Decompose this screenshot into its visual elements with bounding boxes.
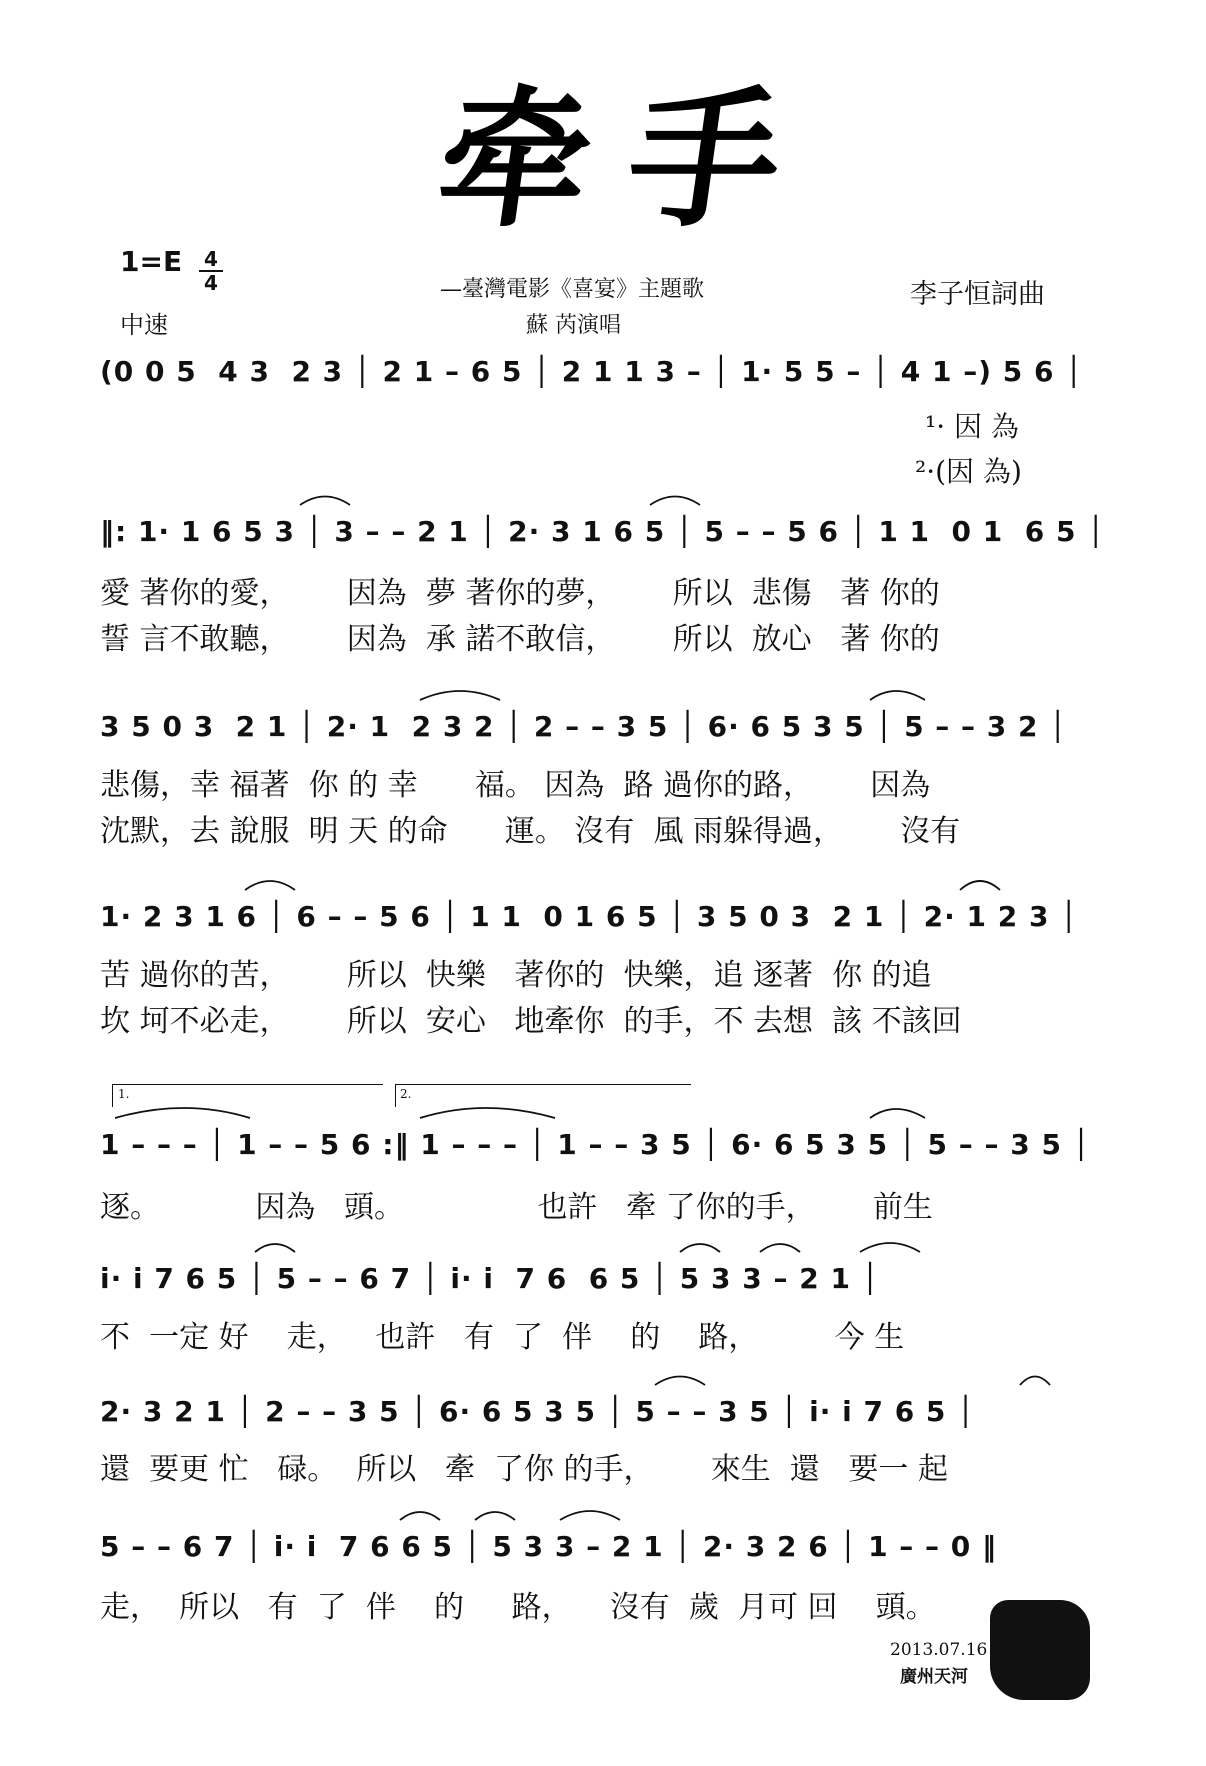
time-signature-top: 4 <box>199 248 223 272</box>
lyric-line-1-verse1: 愛 著你的愛， 因為 夢 著你的夢， 所以 悲傷 著 你的 <box>100 576 940 611</box>
slur-arc <box>245 881 295 890</box>
slur-arc <box>255 1244 295 1252</box>
slur-arc <box>400 1512 440 1520</box>
place-stamp: 廣州天河 <box>900 1667 968 1687</box>
singer-credit: 蘇 芮演唱 <box>526 313 621 338</box>
notation-line-6: 2· 3 2 1 │ 2 – – 3 5 │ 6· 6 5 3 5 │ 5 – – 3 5 │ i· i 7 6 5 │ <box>100 1395 976 1428</box>
title-char-2: 手 <box>617 72 833 248</box>
slur-arc <box>870 1109 925 1118</box>
slur-arc <box>420 691 500 700</box>
volta-label-2: 2. <box>400 1087 412 1101</box>
slur-arc <box>650 497 700 506</box>
notation-line-4: 1 – – – │ 1 – – 5 6 :‖ 1 – – – │ 1 – – 3 5 │ 6· 6 5 3 5 │ 5 – – 3 5 │ <box>100 1128 1091 1161</box>
slur-arc <box>960 881 1000 890</box>
key-signature: 1=E <box>120 245 183 278</box>
lyric-line-1-verse2: 誓 言不敢聽， 因為 承 諾不敢信， 所以 放心 著 你的 <box>100 622 940 657</box>
slur-arc <box>680 1244 720 1252</box>
notation-line-3: 1· 2 3 1 6 │ 6 – – 5 6 │ 1 1 0 1 6 5 │ 3 5 0 3 2 1 │ 2· 1 2 3 │ <box>100 900 1079 933</box>
slur-arc <box>760 1244 800 1252</box>
lyric-line-5: 不 一定 好 走， 也許 有 了 伴 的 路， 今 生 <box>100 1320 905 1355</box>
lyric-line-6: 還 要更 忙 碌。 所以 牽 了你 的手， 來生 還 要一 起 <box>100 1452 948 1487</box>
lyric-line-7: 走， 所以 有 了 伴 的 路， 沒有 歲 月可 回 頭。 <box>100 1590 936 1625</box>
title-char-1: 牵 <box>427 72 643 248</box>
slur-arc <box>420 1108 555 1118</box>
lyric-line-3-verse1: 苦 過你的苦， 所以 快樂 著你的 快樂，追 逐著 你 的追 <box>100 958 932 993</box>
time-signature-bottom: 4 <box>204 271 218 295</box>
lyric-line-2-verse1: 悲傷，幸 福著 你 的 幸 福。 因為 路 過你的路， 因為 <box>100 768 931 803</box>
lyric-line-4: 逐。 因為 頭。 也許 牽 了你的手， 前生 <box>100 1190 933 1225</box>
date-stamp: 2013.07.16 <box>890 1640 988 1660</box>
notation-line-1: ‖: 1· 1 6 5 3 │ 3 – – 2 1 │ 2· 3 1 6 5 │ 5 – – 5 6 │ 1 1 0 1 6 5 │ <box>100 515 1106 548</box>
notation-line-2: 3 5 0 3 2 1 │ 2· 1 2 3 2 │ 2 – – 3 5 │ 6· 6 5 3 5 │ 5 – – 3 2 │ <box>100 710 1068 743</box>
slur-arc <box>870 691 925 700</box>
intro-lyric-verse1: ¹· 因 為 <box>925 410 1019 443</box>
volta-label-1: 1. <box>118 1087 130 1101</box>
seal-stamp-icon <box>990 1600 1090 1700</box>
slur-arc <box>300 497 350 506</box>
slur-arc <box>1020 1377 1050 1386</box>
slur-arc <box>115 1108 250 1118</box>
notation-line-5: i· i 7 6 5 │ 5 – – 6 7 │ i· i 7 6 6 5 │ 5 3 3 – 2 1 │ <box>100 1262 880 1295</box>
intro-lyric-verse2: ²·(因 為) <box>915 455 1022 488</box>
subtitle: —臺灣電影《喜宴》主題歌 <box>440 277 705 302</box>
slur-arc <box>860 1243 920 1252</box>
lyric-line-2-verse2: 沈默，去 說服 明 天 的命 運。 沒有 風 雨躲得過， 沒有 <box>100 814 961 849</box>
composer-credit: 李子恒詞曲 <box>910 279 1045 310</box>
notation-line-7: 5 – – 6 7 │ i· i 7 6 6 5 │ 5 3 3 – 2 1 │ 2· 3 2 6 │ 1 – – 0 ‖ <box>100 1530 998 1563</box>
intro-notation: (0 0 5 4 3 2 3 │ 2 1 – 6 5 │ 2 1 1 3 – │ 1· 5 5 – │ 4 1 –) 5 6 │ <box>100 355 1084 388</box>
slur-arc <box>475 1512 515 1520</box>
slur-arc <box>655 1377 705 1386</box>
slur-arc <box>560 1511 620 1520</box>
lyric-line-3-verse2: 坎 坷不必走， 所以 安心 地牽你 的手，不 去想 該 不該回 <box>100 1004 962 1039</box>
tempo-marking: 中速 <box>120 311 168 339</box>
